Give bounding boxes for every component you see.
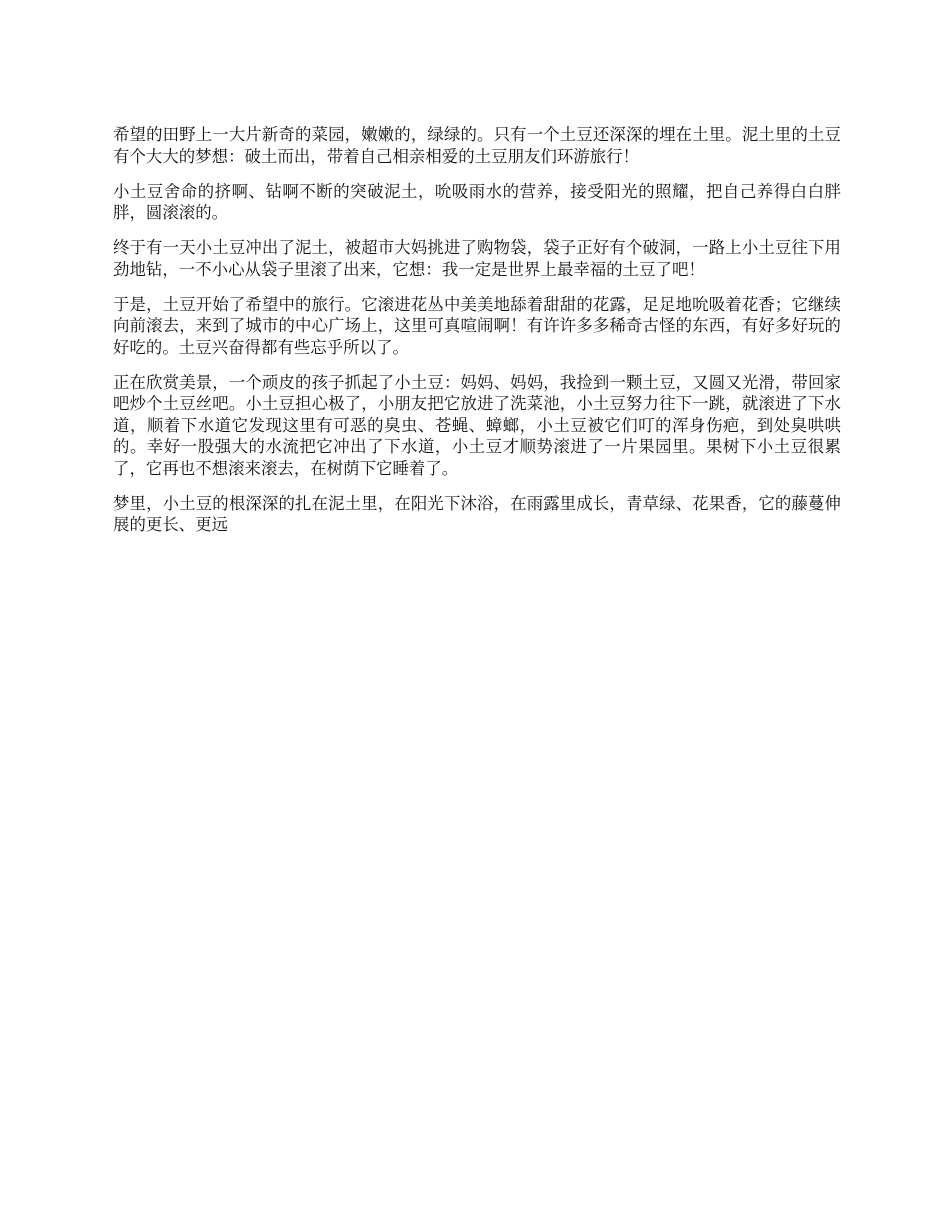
paragraph-6: 梦里，小土豆的根深深的扎在泥土里，在阳光下沐浴，在雨露里成长，青草绿、花果香，它的藤蔓伸展的更长、更远 <box>113 493 841 534</box>
paragraph-4: 于是，土豆开始了希望中的旅行。它滚进花丛中美美地舔着甜甜的花露，足足地吮吸着花香；它继续向前滚去，来到了城市的中心广场上，这里可真喧闹啊！有许许多多稀奇古怪的东西，有好多好玩的好吃的。土豆兴奋得都有些忘乎所以了。 <box>113 294 841 357</box>
document-page <box>113 124 841 549</box>
paragraph-2: 小土豆舍命的挤啊、钻啊不断的突破泥土，吮吸雨水的营养，接受阳光的照耀，把自己养得白白胖胖，圆滚滚的。 <box>113 181 841 222</box>
paragraph-5: 正在欣赏美景，一个顽皮的孩子抓起了小土豆：妈妈、妈妈，我捡到一颗土豆，又圆又光滑，带回家吧炒个土豆丝吧。小土豆担心极了，小朋友把它放进了洗菜池，小土豆努力往下一跳，就滚进了下水道，顺着下水道它发现这里有可恶的臭虫、苍蝇、蟑螂，小土豆被它们叮的浑身伤疤，到处臭哄哄的。幸好一股强大的水流把它冲出了下水道，小土豆才顺势滚进了一片果园里。果树下小土豆很累了，它再也不想滚来滚去，在树荫下它睡着了。 <box>113 372 841 478</box>
paragraph-3: 终于有一天小土豆冲出了泥土，被超市大妈挑进了购物袋，袋子正好有个破洞，一路上小土豆往下用劲地钻，一不小心从袋子里滚了出来，它想：我一定是世界上最幸福的土豆了吧！ <box>113 238 841 279</box>
paragraph-1: 希望的田野上一大片新奇的菜园，嫩嫩的，绿绿的。只有一个土豆还深深的埋在土里。泥土里的土豆有个大大的梦想：破土而出，带着自己相亲相爱的土豆朋友们环游旅行！ <box>113 125 841 166</box>
